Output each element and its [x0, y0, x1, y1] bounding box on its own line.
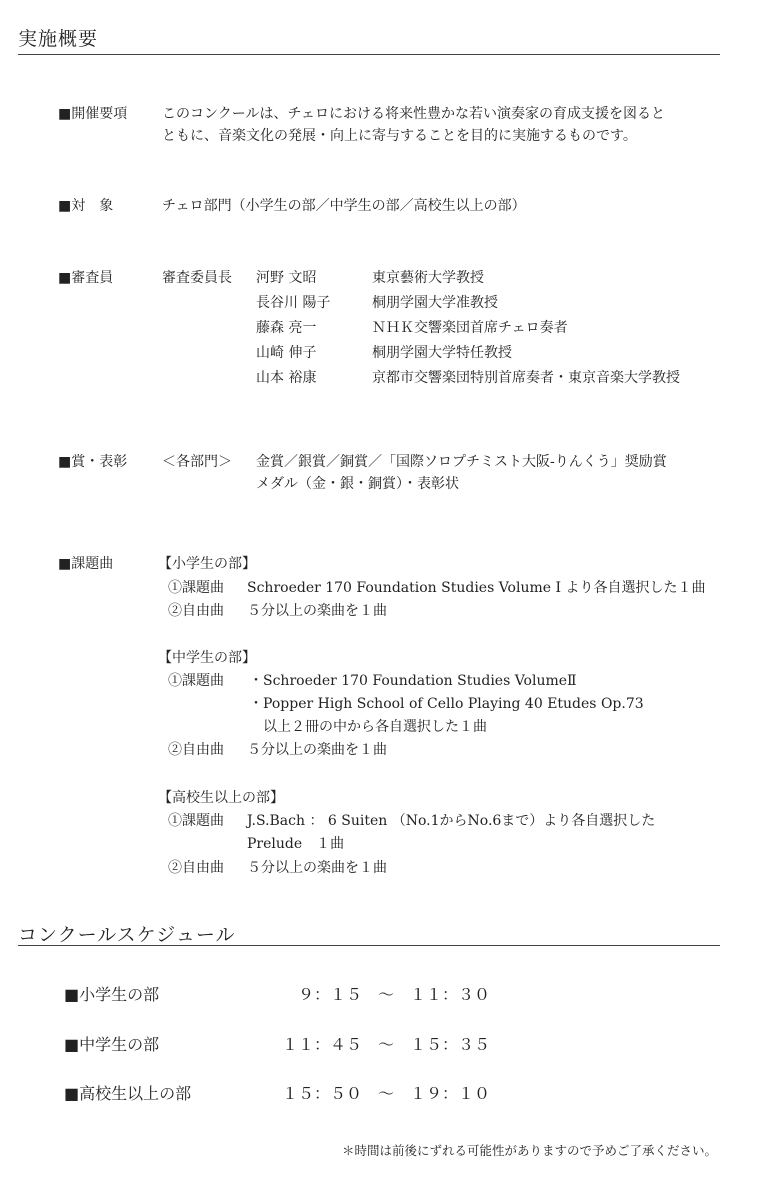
target-text: チェロ部門（小学生の部／中学生の部／高校生以上の部） — [162, 198, 526, 214]
schedule-row-time: １５：５０ ～ １９：１０ — [282, 1084, 491, 1103]
judges-chair-label: 審査委員長 — [162, 270, 232, 286]
junior-set-text-2: ・Popper High School of Cello Playing 40 Etudes Op.73 — [249, 696, 644, 712]
judge-title: 桐朋学園大学准教授 — [372, 295, 498, 311]
judge-title: ＮＨＫ交響楽団首席チェロ奏者 — [372, 320, 568, 336]
junior-free-label: ②自由曲 — [168, 742, 224, 758]
judge-title: 京都市交響楽団特別首席奏者・東京音楽大学教授 — [372, 370, 680, 386]
judge-name: 藤森 亮一 — [256, 320, 317, 336]
judge-name: 山崎 伸子 — [256, 345, 317, 361]
judge-name: 河野 文昭 — [256, 270, 317, 286]
junior-free-text: ５分以上の楽曲を１曲 — [247, 742, 387, 758]
schedule-note: ＊時間は前後にずれる可能性がありますので予めご了承ください。 — [341, 1143, 717, 1158]
overview-title: 実施概要 — [18, 28, 99, 50]
schedule-row-time: １１：４５ ～ １５：３５ — [282, 1035, 491, 1054]
schedule-row-label: ■中学生の部 — [64, 1035, 160, 1054]
judge-title: 東京藝術大学教授 — [372, 270, 484, 286]
senior-set-text-2: Prelude １曲 — [247, 836, 345, 852]
senior-heading: 【高校生以上の部】 — [158, 790, 284, 806]
junior-set-text-3: 以上２冊の中から各自選択した１曲 — [263, 719, 487, 735]
pieces-label: ■課題曲 — [58, 556, 114, 572]
senior-free-text: ５分以上の楽曲を１曲 — [247, 860, 387, 876]
judge-title: 桐朋学園大学特任教授 — [372, 345, 512, 361]
junior-set-text-1: ・Schroeder 170 Foundation Studies VolumeⅡ — [249, 673, 577, 689]
awards-line-2: メダル（金・銀・銅賞）・表彰状 — [256, 476, 459, 492]
schedule-row-time: ９：１５ ～ １１：３０ — [298, 985, 491, 1004]
senior-free-label: ②自由曲 — [168, 860, 224, 876]
elementary-set-label: ①課題曲 — [168, 580, 224, 596]
judge-name: 長谷川 陽子 — [256, 295, 331, 311]
elementary-heading: 【小学生の部】 — [158, 556, 256, 572]
junior-set-label: ①課題曲 — [168, 673, 224, 689]
awards-line-1: 金賞／銀賞／銅賞／「国際ソロプチミスト大阪-りんくう」奨励賞 — [256, 454, 667, 470]
schedule-rule — [18, 945, 720, 946]
target-label: ■対 象 — [58, 198, 114, 214]
schedule-row-label: ■高校生以上の部 — [64, 1084, 192, 1103]
purpose-label: ■開催要項 — [58, 106, 128, 122]
awards-category: ＜各部門＞ — [162, 454, 232, 470]
judges-label: ■審査員 — [58, 270, 114, 286]
junior-heading: 【中学生の部】 — [158, 650, 256, 666]
awards-label: ■賞・表彰 — [58, 454, 128, 470]
overview-rule — [18, 54, 720, 55]
elementary-set-text: Schroeder 170 Foundation Studies Volume Ⅰ より各自選択した１曲 — [247, 580, 706, 596]
senior-set-label: ①課題曲 — [168, 813, 224, 829]
schedule-row-label: ■小学生の部 — [64, 985, 160, 1004]
senior-set-text-1: J.S.Bach ： 6 Suiten （No.1からNo.6まで）より各自選択した — [247, 813, 656, 829]
schedule-title: コンクールスケジュール — [18, 924, 236, 946]
purpose-line-2: ともに、音楽文化の発展・向上に寄与することを目的に実施するものです。 — [162, 128, 637, 144]
elementary-free-label: ②自由曲 — [168, 603, 224, 619]
judge-name: 山本 裕康 — [256, 370, 317, 386]
elementary-free-text: ５分以上の楽曲を１曲 — [247, 603, 387, 619]
purpose-line-1: このコンクールは、チェロにおける将来性豊かな若い演奏家の育成支援を図ると — [162, 106, 666, 122]
